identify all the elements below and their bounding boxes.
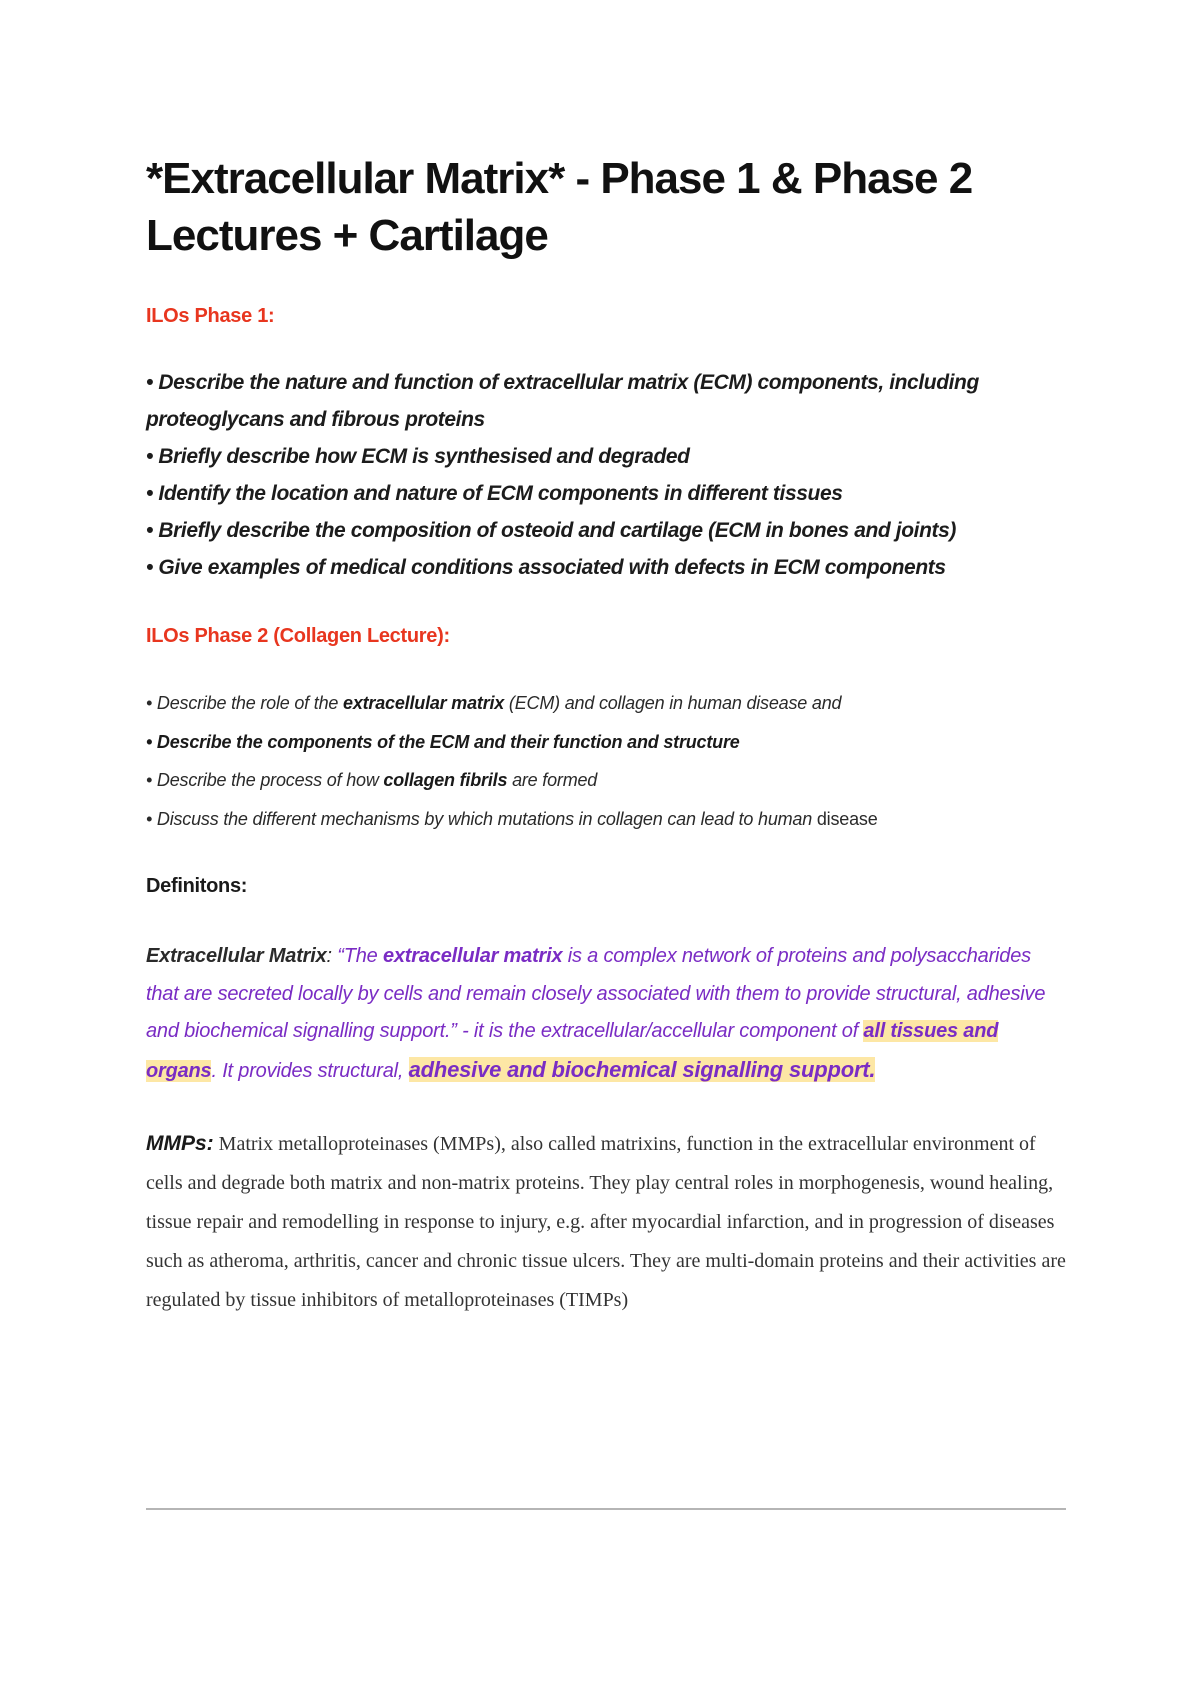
ecm-highlight-support: adhesive and biochemical signalling support.: [408, 1056, 876, 1082]
list-item: • Give examples of medical conditions associated with defects in ECM components: [146, 556, 946, 579]
definitions-heading: Definitons:: [146, 875, 248, 897]
list-item: • Briefly describe how ECM is synthesised and degraded: [146, 445, 690, 468]
list-item: • Describe the nature and function of extracellular matrix (ECM) components, including proteoglycans and fibrous proteins: [146, 371, 979, 431]
ecm-bold-term: extracellular matrix: [382, 945, 563, 967]
ecm-quote-open: “The: [337, 945, 383, 967]
ecm-mid-text: . It provides structural,: [211, 1059, 409, 1082]
ecm-term: Extracellular Matrix: [146, 945, 327, 967]
list-item: [146, 800, 1066, 839]
list-item-bold-term: collagen fibrils: [383, 770, 508, 790]
ilo-phase2-heading: ILOs Phase 2 (Collagen Lecture):: [146, 625, 450, 647]
list-item: • Identify the location and nature of ECM components in different tissues: [146, 482, 843, 505]
ilo-phase2-list: [146, 684, 1066, 838]
list-item-text: • Describe the role of the: [146, 693, 344, 713]
ecm-quote-text: is a complex network of proteins and polysaccharides that are secreted locally by cells and remain closely associated with them to provide structural, adhesive and biochemical signalling support.” - it is the extracellular/accellular component of: [146, 945, 1046, 1042]
mmps-term: MMPs:: [146, 1132, 214, 1155]
list-item-text: • Describe the process of how: [146, 770, 384, 790]
ecm-definition: [146, 938, 1066, 1090]
list-item: [146, 684, 1066, 723]
list-item-text: (ECM) and collagen in human disease and: [504, 693, 842, 713]
ilo-phase1-list: [146, 364, 1066, 586]
list-item-text: are formed: [507, 770, 598, 790]
ecm-colon: :: [326, 945, 338, 967]
list-item: • Briefly describe the composition of osteoid and cartilage (ECM in bones and joints): [146, 519, 956, 542]
section-divider: [146, 1508, 1066, 1510]
document-page: [146, 150, 1066, 1320]
mmps-definition: [146, 1124, 1066, 1320]
ilo-phase1-heading: ILOs Phase 1:: [146, 305, 275, 327]
list-item-text: disease: [816, 808, 878, 829]
mmps-text: Matrix metalloproteinases (MMPs), also called matrixins, function in the extracellular environment of cells and degrade both matrix and non-matrix proteins. They play central roles in morphogenesis, wound healing, tissue repair and remodelling in response to injury, e.g. after myocardial infarction, and in progression of diseases such as atheroma, arthritis, cancer and chronic tissue ulcers. They are multi-domain proteins and their activities are regulated by tissue inhibitors of metalloproteinases (TIMPs): [146, 1133, 1066, 1311]
list-item-bold-term: extracellular matrix: [343, 693, 505, 713]
list-item: [146, 761, 1066, 800]
list-item-text: • Discuss the different mechanisms by which mutations in collagen can lead to human: [146, 808, 817, 829]
ecm-highlight-tissues: all tissues and organs: [146, 1020, 999, 1082]
list-item: • Describe the components of the ECM and their function and structure: [146, 731, 740, 752]
page-title: *Extracellular Matrix* - Phase 1 & Phase 2 Lectures + Cartilage: [146, 154, 973, 260]
